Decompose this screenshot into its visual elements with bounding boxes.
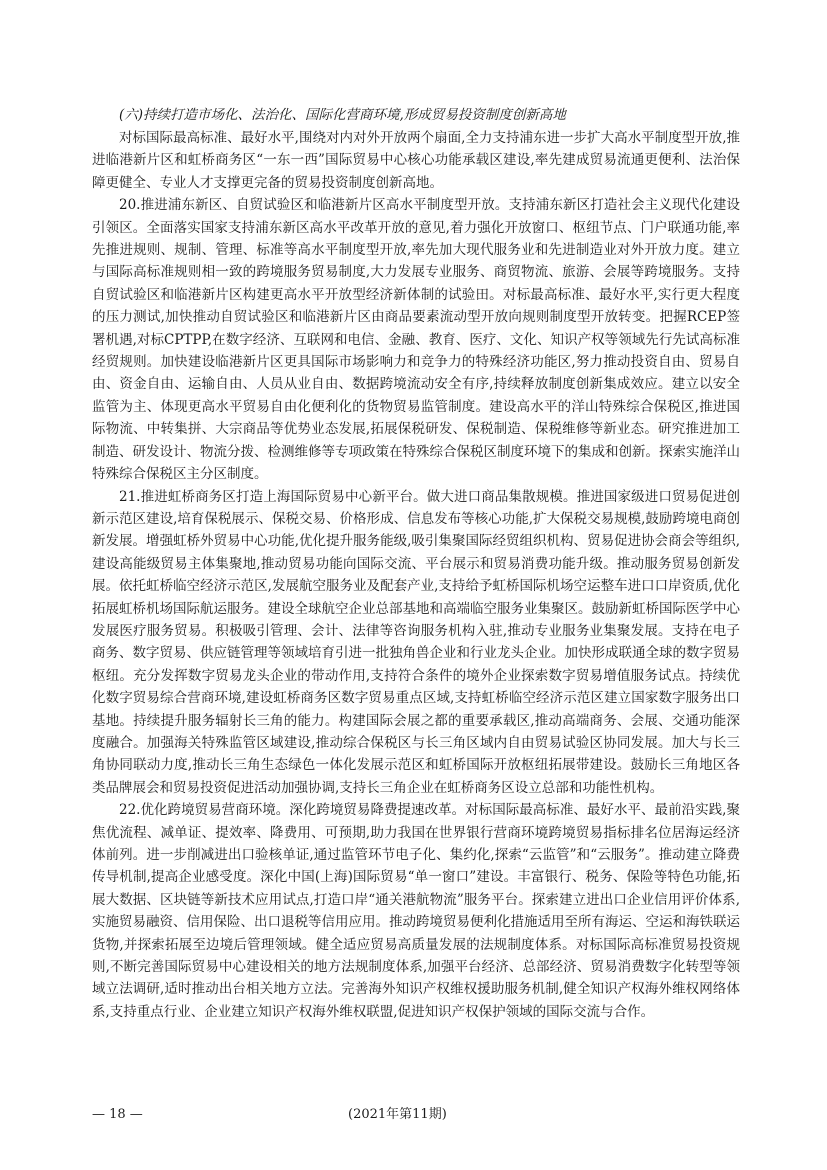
page-footer	[92, 1104, 740, 1126]
paragraph-item-22: 22.优化跨境贸易营商环境。深化跨境贸易降费提速改革。对标国际最高标准、最好水平、最前沿实践,聚焦优流程、减单证、提效率、降费用、可预期,助力我国在世界银行营商环境跨境贸易指标排名位居海运经济体前列。进一步削减进出口验核单证,通过监管环节电子化、集约化,探索“云监管”和“云服务”。推动建立降费传导机制,提高企业感受度。深化中国(上海)国际贸易“单一窗口”建设。丰富银行、税务、保险等特色功能,拓展大数据、区块链等新技术应用试点,打造口岸“通关港航物流”服务平台。探索建立进出口企业信用评价体系,实施贸易融资、信用保险、出口退税等信用应用。推动跨境贸易便利化措施适用至所有海运、空运和海铁联运货物,并探索拓展至边境后管理领域。健全适应贸易高质量发展的法规制度体系。对标国际高标准贸易投资规则,不断完善国际贸易中心建设相关的地方法规制度体系,加强平台经济、总部经济、贸易消费数字化转型等领域立法调研,适时推动出台相关地方立法。完善海外知识产权维权援助服务机制,健全知识产权海外维权网络体系,支持重点行业、企业建立知识产权海外维权联盟,促进知识产权保护领域的国际交流与合作。	[92, 802, 740, 1020]
paragraph-item-21: 21.推进虹桥商务区打造上海国际贸易中心新平台。做大进口商品集散规模。推进国家级进口贸易促进创新示范区建设,培育保税展示、保税交易、价格形成、信息发布等核心功能,扩大保税交易规模,鼓励跨境电商创新发展。增强虹桥外贸易中心功能,优化提升服务能级,吸引集聚国际经贸组织机构、贸易促进协会商会等组织,建设高能级贸易主体集聚地,推动贸易功能向国际交流、平台展示和贸易消费功能升级。推动服务贸易创新发展。依托虹桥临空经济示范区,发展航空服务业及配套产业,支持给予虹桥国际机场空运整车进口口岸资质,优化拓展虹桥机场国际航运服务。建设全球航空企业总部基地和高端临空服务业集聚区。鼓励新虹桥国际医学中心发展医疗服务贸易。积极吸引管理、会计、法律等咨询服务机构入驻,推动专业服务业集聚发展。支持在电子商务、数字贸易、供应链管理等领域培育引进一批独角兽企业和行业龙头企业。加快形成联通全球的数字贸易枢纽。充分发挥数字贸易龙头企业的带动作用,支持符合条件的境外企业探索数字贸易增值服务试点。持续优化数字贸易综合营商环境,建设虹桥商务区数字贸易重点区域,支持虹桥临空经济示范区建立国家数字服务出口基地。持续提升服务辐射长三角的能力。构建国际会展之都的重要承载区,推动高端商务、会展、交通功能深度融合。加强海关特殊监管区域建设,推动综合保税区与长三角区域内自由贸易试验区协同发展。加大与长三角协同联动力度,推动长三角生态绿色一体化发展示范区和虹桥国际开放枢纽拓展带建设。鼓励长三角地区各类品牌展会和贸易投资促进活动加强协调,支持长三角企业在虹桥商务区设立总部和功能性机构。	[92, 488, 740, 796]
section-heading: (六)持续打造市场化、法治化、国际化营商环境,形成贸易投资制度创新高地	[119, 107, 566, 123]
page-number: — 18 —	[92, 1107, 143, 1122]
paragraph-intro: 对标国际最高标准、最好水平,围绕对内对外开放两个扇面,全力支持浦东进一步扩大高水平制度型开放,推进临港新片区和虹桥商务区“一东一西”国际贸易中心核心功能承载区建设,率先建成贸易流通更便利、法治保障更健全、专业人才支撑更完备的贸易投资制度创新高地。	[92, 130, 740, 191]
article-body	[92, 104, 740, 1023]
issue-label: (2021年第11期)	[348, 1107, 447, 1122]
paragraph-item-20: 20.推进浦东新区、自贸试验区和临港新片区高水平制度型开放。支持浦东新区打造社会主义现代化建设引领区。全面落实国家支持浦东新区高水平改革开放的意见,着力强化开放窗口、枢纽节点、门户联通功能,率先推进规则、规制、管理、标准等高水平制度型开放,率先加大现代服务业和先进制造业对外开放力度。建立与国际高标准规则相一致的跨境服务贸易制度,大力发展专业服务、商贸物流、旅游、会展等跨境服务。支持自贸试验区和临港新片区构建更高水平开放型经济新体制的试验田。对标最高标准、最好水平,实行更大程度的压力测试,加快推动自贸试验区和临港新片区由商品要素流动型开放向规则制度型开放转变。把握RCEP签署机遇,对标CPTPP,在数字经济、互联网和电信、金融、教育、医疗、文化、知识产权等领域先行先试高标准经贸规则。加快建设临港新片区更具国际市场影响力和竞争力的特殊经济功能区,努力推动投资自由、贸易自由、资金自由、运输自由、人员从业自由、数据跨境流动安全有序,持续释放制度创新集成效应。建立以安全监管为主、体现更高水平贸易自由化便利化的货物贸易监管制度。建设高水平的洋山特殊综合保税区,推进国际物流、中转集拼、大宗商品等优势业态发展,拓展保税研发、保税制造、保税维修等新业态。研究推进加工制造、研发设计、物流分拨、检测维修等专项政策在特殊综合保税区制度环境下的集成和创新。探索实施洋山特殊综合保税区主分区制度。	[92, 197, 740, 483]
